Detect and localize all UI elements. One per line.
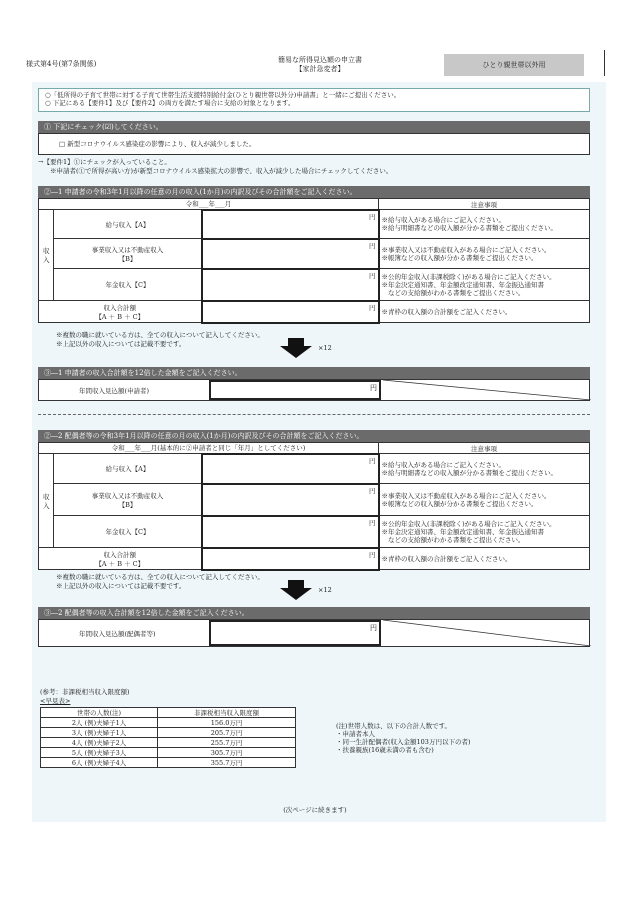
arrow-head-icon [280, 346, 312, 358]
badge-hitorioya: ひとり親世帯以外用 [444, 54, 584, 76]
requirement1-note: ※申請者(①で所得が高い方)が新型コロナウイルス感染拡大の影響で、収入が減少した場合にチェックしてください。 [50, 167, 393, 175]
notes-c-2: ※公的年金収入(非課税除く)がある場合にご記入ください。 ※年金決定通知書、年金額改定通知書、年金振込通知書 などの支給額がわかる書類をご提出ください。 [379, 516, 590, 548]
dashed-divider [38, 414, 590, 415]
foot-note-2: ※上記以外の収入については記載不要です。 [56, 340, 186, 348]
notes-header: 注意事項 [379, 199, 590, 210]
input-annual-spouse[interactable]: 円 [209, 620, 381, 646]
input-annual-applicant[interactable]: 円 [209, 380, 381, 400]
foot-note-1: ※複数の職に就いている方は、全ての収入について記入してください。 [56, 331, 264, 339]
section32-header: ③―2 配偶者等の収入合計額を12倍した金額をご記入ください。 [38, 607, 590, 619]
input-business[interactable]: 円 [202, 239, 379, 269]
section1-header: ① 下記にチェック(☑)してください。 [38, 121, 590, 133]
table-row: 5人 (例)夫婦子3人 [41, 748, 158, 758]
diagonal-slash-2 [383, 620, 591, 646]
notes-b-2: ※事業収入又は不動産収入がある場合にご記入ください。 ※帳簿などの収入額が分かる書類をご提出ください。 [379, 484, 590, 516]
total-note: ※青枠の収入額の合計額をご記入ください。 [379, 301, 590, 323]
input-total-2[interactable]: 円 [202, 548, 379, 570]
section22-header: ②―2 配偶者等の令和3年1月以降の任意の月の収入(1か月)の内訳及びその合計額をご記入ください。 [38, 430, 590, 442]
annual-label-spouse: 年間収入見込額(配偶者等) [79, 630, 156, 638]
arrow-head-icon-2 [280, 588, 312, 600]
section32-box [38, 619, 590, 647]
intro-line1: ○「低所得の子育て世帯に対する子育て世帯生活支援特別給付金(ひとり親世帯以外分)申請書」と一緒にご提出ください。 [45, 91, 401, 99]
foot-note-3: ※複数の職に就いている方は、全ての収入について記入してください。 [56, 573, 264, 581]
input-pension-2[interactable]: 円 [202, 516, 379, 548]
title-line2: 【家計急変者】 [295, 65, 345, 73]
total-label-2: 収入合計額 【A ＋ B ＋ C】 [39, 548, 202, 570]
notes-header-2: 注意事項 [379, 443, 590, 454]
input-salary-2[interactable]: 円 [202, 454, 379, 484]
reference-subtitle: <早見表> [40, 697, 71, 705]
title-line1: 簡易な所得見込額の申立書 [278, 56, 362, 64]
section21-header: ②―1 申請者の令和3年1月以降の任意の月の収入(1か月)の内訳及びその合計額をご記入ください。 [38, 186, 590, 198]
row-label-b-2: 事業収入又は不動産収入 【B】 [54, 484, 202, 516]
input-total[interactable]: 円 [202, 301, 379, 323]
section31-box [38, 379, 590, 401]
notes-c: ※公的年金収入(非課税除く)がある場合にご記入ください。 ※年金決定通知書、年金額改定通知書、年金振込通知書 などの支給額がわかる書類をご提出ください。 [379, 269, 590, 301]
intro-box [38, 88, 590, 112]
row-label-b: 事業収入又は不動産収入 【B】 [54, 239, 202, 269]
month-header: 令和___年___月 [39, 199, 379, 210]
notes-a: ※給与収入がある場合にご記入ください。 ※給与明細書などの収入額が分かる書類をご提出ください。 [379, 210, 590, 239]
table-row: 6人 (例)夫婦子4人 [41, 758, 158, 768]
side-label-2: 収入 [39, 454, 54, 548]
input-pension[interactable]: 円 [202, 269, 379, 301]
section31-header: ③―1 申請者の収入合計額を12倍した金額をご記入ください。 [38, 367, 590, 379]
ref-col1: 世帯の人数(注) [41, 708, 158, 718]
notes-b: ※事業収入又は不動産収入がある場合にご記入ください。 ※帳簿などの収入額が分かる書類をご提出ください。 [379, 239, 590, 269]
table-row: 3人 (例)夫婦子1人 [41, 728, 158, 738]
requirement1: →【要件1】①にチェックが入っていること。 [38, 158, 171, 166]
diagonal-slash [383, 380, 591, 400]
row-label-c: 年金収入【C】 [54, 269, 202, 301]
table-row: 2人 (例)夫婦子1人 [41, 718, 158, 728]
notes-a-2: ※給与収入がある場合にご記入ください。 ※給与明細書などの収入額が分かる書類をご提出ください。 [379, 454, 590, 484]
household-note: (注)世帯人数は、以下の合計人数です。 ・申請者本人 ・同一生計配偶者(収入金額103万円以下の者) ・扶養親族(16歳未満の者も含む) [336, 722, 471, 754]
form-number: 様式第4号(第7条関係) [26, 60, 97, 68]
input-salary[interactable]: 円 [202, 210, 379, 239]
intro-line2: ○ 下記にある【要件1】及び【要件2】の両方を満たす場合に支給の対象となります。 [45, 99, 295, 107]
arrow-down-icon [288, 338, 304, 346]
input-business-2[interactable]: 円 [202, 484, 379, 516]
income-table-spouse [38, 442, 590, 571]
row-label-a: 給与収入【A】 [54, 210, 202, 239]
month-header-2: 令和___年___月(基本的に②申請者と同じ「年月」としてください) [39, 443, 379, 454]
times-12: ×12 [318, 344, 332, 352]
section1-box [38, 133, 590, 155]
income-table-applicant [38, 198, 590, 324]
total-label: 収入合計額 【A ＋ B ＋ C】 [39, 301, 202, 323]
continued-footer: (次ページに続きます) [283, 806, 347, 814]
covid-checkbox[interactable]: □ 新型コロナウイルス感染症の影響により、収入が減少しました。 [59, 140, 256, 148]
total-note-2: ※青枠の収入額の合計額をご記入ください。 [379, 548, 590, 570]
reference-title: (参考：非課税相当収入限度額) [40, 688, 130, 696]
page-title [230, 56, 410, 74]
reference-table: 世帯の人数(注) 非課税相当収入限度額 2人 (例)夫婦子1人 156.0万円 3人 (例)夫婦子1人 205.7万円 4人 (例)夫婦子2人 255.7万円 5人 (例)夫婦子3人 305.7万円 6人 (例)夫婦子4人 355.7万円 [40, 707, 296, 768]
side-label: 収入 [39, 210, 54, 301]
ref-col2: 非課税相当収入限度額 [158, 708, 296, 718]
table-row: 4人 (例)夫婦子2人 [41, 738, 158, 748]
foot-note-4: ※上記以外の収入については記載不要です。 [56, 582, 186, 590]
row-label-c-2: 年金収入【C】 [54, 516, 202, 548]
margin-line [604, 50, 605, 76]
times-12-2: ×12 [318, 586, 332, 594]
arrow-down-icon-2 [288, 580, 304, 588]
annual-label-applicant: 年間収入見込額(申請者) [79, 387, 150, 395]
row-label-a-2: 給与収入【A】 [54, 454, 202, 484]
